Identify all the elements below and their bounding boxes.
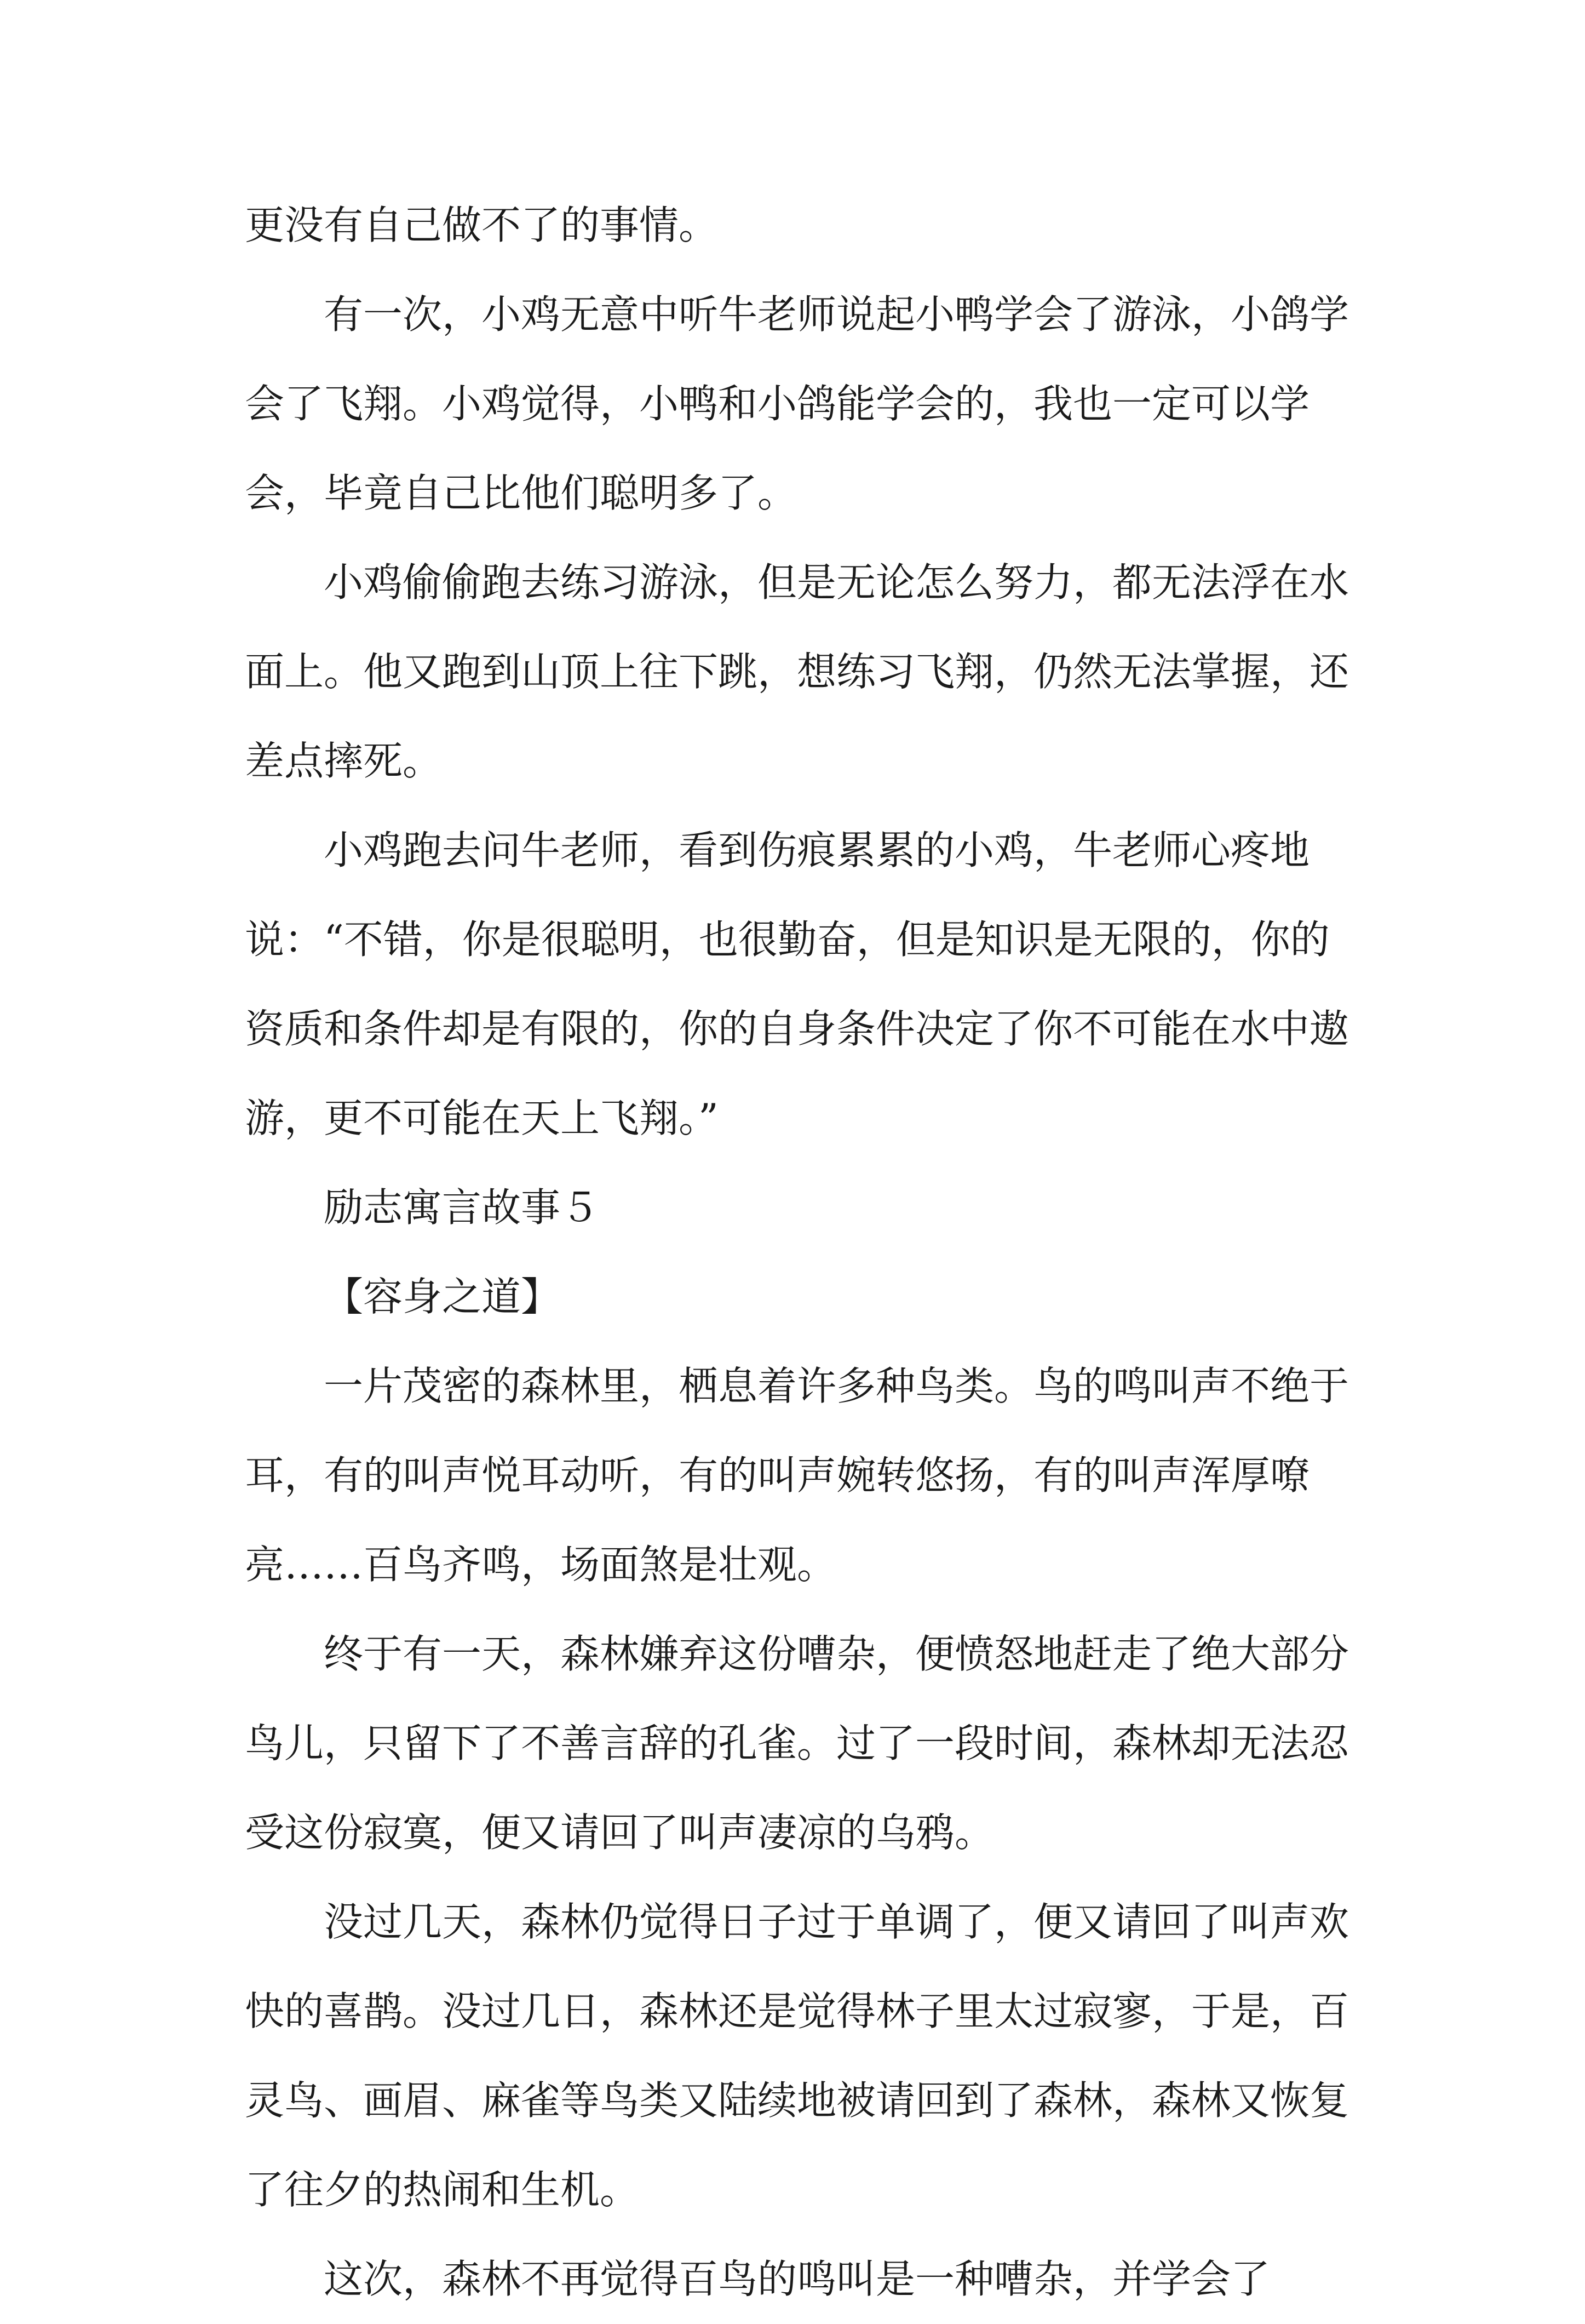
paragraph: 更没有自己做不了的事情。 — [245, 202, 719, 248]
paragraph: 小鸡跑去问牛老师，看到伤痕累累的小鸡，牛老师心疼地说：“不错，你是很聪明，也很勤奋，但是知识是无限的，你的资质和条件却是有限的，你的自身条件决定了你不可能在水中遨游，更不可能在天上飞翔。” — [245, 827, 1349, 1141]
paragraph: 没过几天，森林仍觉得日子过于单调了，便又请回了叫声欢快的喜鹊。没过几日，森林还是觉得林子里太过寂寥，于是，百灵鸟、画眉、麻雀等鸟类又陆续地被请回到了森林，森林又恢复了往夕的热闹和生机。 — [245, 1899, 1349, 2213]
paragraph: 终于有一天，森林嫌弃这份嘈杂，便愤怒地赶走了绝大部分鸟儿，只留下了不善言辞的孔雀。过了一段时间，森林却无法忍受这份寂寞，便又请回了叫声凄凉的乌鸦。 — [245, 1631, 1349, 1856]
paragraph: 一片茂密的森林里，栖息着许多种鸟类。鸟的鸣叫声不绝于耳，有的叫声悦耳动听，有的叫声婉转悠扬，有的叫声浑厚嘹亮……百鸟齐鸣，场面煞是壮观。 — [245, 1363, 1349, 1588]
paragraph: 这次，森林不再觉得百鸟的鸣叫是一种嘈杂，并学会了 — [324, 2256, 1271, 2302]
paragraph: 有一次，小鸡无意中听牛老师说起小鸭学会了游泳，小鸽学会了飞翔。小鸡觉得，小鸭和小鸽能学会的，我也一定可以学会，毕竟自己比他们聪明多了。 — [245, 291, 1349, 516]
paragraph: 小鸡偷偷跑去练习游泳，但是无论怎么努力，都无法浮在水面上。他又跑到山顶上往下跳，想练习飞翔，仍然无法掌握，还差点摔死。 — [245, 559, 1349, 784]
section-heading: 励志寓言故事５ — [324, 1184, 600, 1230]
story-title: 【容身之道】 — [324, 1274, 561, 1320]
body-text — [245, 181, 1359, 2324]
